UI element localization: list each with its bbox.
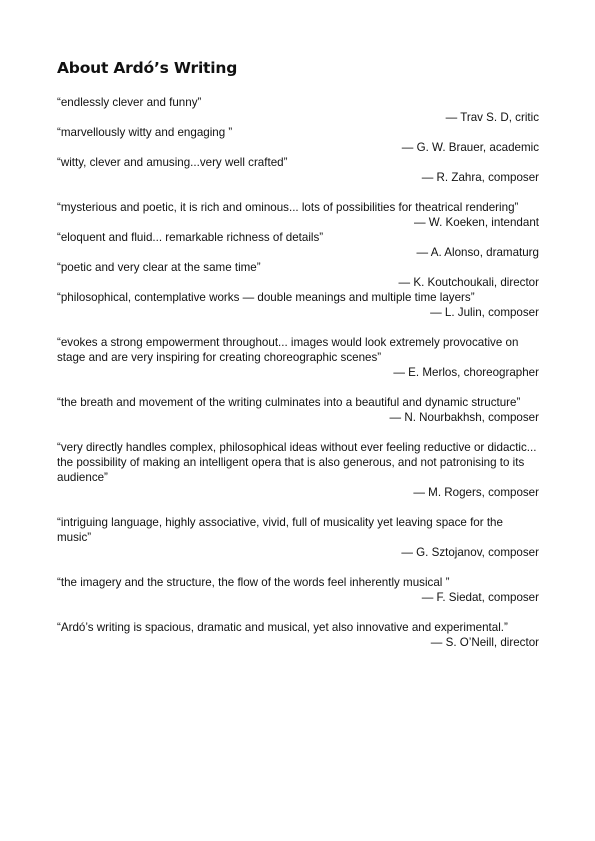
document-page <box>57 58 539 650</box>
quote-text: “the imagery and the structure, the flow of the words feel inherently musical ” <box>57 576 450 589</box>
page-title: About Ardó’s Writing <box>57 59 238 77</box>
quote-attribution: — W. Koeken, intendant <box>413 216 539 229</box>
quote-attribution: — K. Koutchoukali, director <box>398 276 539 289</box>
quote-attribution: — M. Rogers, composer <box>413 486 539 499</box>
quote-attribution: — G. W. Brauer, academic <box>401 141 539 154</box>
quote-block <box>57 230 539 260</box>
quote-block <box>57 515 539 560</box>
quote-block <box>57 95 539 125</box>
quote-attribution: — E. Merlos, choreographer <box>393 366 539 379</box>
quote-text: “evokes a strong empowerment throughout... images would look extremely provocative on stage and are very inspiring for creating choreographic scenes” <box>57 336 519 364</box>
quote-text: “marvellously witty and engaging ” <box>57 126 233 139</box>
quote-text: “intriguing language, highly associative, vivid, full of musicality yet leaving space for the music” <box>57 516 503 544</box>
quote-attribution: — S. O’Neill, director <box>430 636 539 649</box>
quote-attribution: — Trav S. D, critic <box>445 111 539 124</box>
quote-text: “witty, clever and amusing...very well crafted” <box>57 156 288 169</box>
quote-attribution: — F. Siedat, composer <box>421 591 539 604</box>
quote-block <box>57 395 539 425</box>
quote-block <box>57 125 539 155</box>
quote-block <box>57 200 539 230</box>
quote-text: “poetic and very clear at the same time” <box>57 261 261 274</box>
quote-block <box>57 575 539 605</box>
quote-block <box>57 335 539 380</box>
quote-attribution: — N. Nourbakhsh, composer <box>389 411 539 424</box>
quote-attribution: — G. Sztojanov, composer <box>401 546 539 559</box>
quote-text: “Ardó’s writing is spacious, dramatic and musical, yet also innovative and experimental.” <box>57 621 508 634</box>
quote-block <box>57 620 539 650</box>
quote-block <box>57 440 539 500</box>
quote-text: “endlessly clever and funny” <box>57 96 202 109</box>
quote-text: “very directly handles complex, philosophical ideas without ever feeling reductive or didactic... the possibility of making an intelligent opera that is also generous, and not patronising to its audience” <box>57 441 537 484</box>
quote-attribution: — R. Zahra, composer <box>421 171 539 184</box>
quote-text: “mysterious and poetic, it is rich and ominous... lots of possibilities for theatrical rendering” <box>57 201 519 214</box>
quote-attribution: — L. Julin, composer <box>430 306 539 319</box>
quote-text: “the breath and movement of the writing culminates into a beautiful and dynamic structure” <box>57 396 521 409</box>
quote-text: “philosophical, contemplative works — double meanings and multiple time layers” <box>57 291 475 304</box>
quote-block <box>57 260 539 290</box>
quote-block <box>57 290 539 320</box>
quote-attribution: — A. Alonso, dramaturg <box>416 246 539 259</box>
quote-block <box>57 155 539 185</box>
quote-text: “eloquent and fluid... remarkable richness of details” <box>57 231 324 244</box>
